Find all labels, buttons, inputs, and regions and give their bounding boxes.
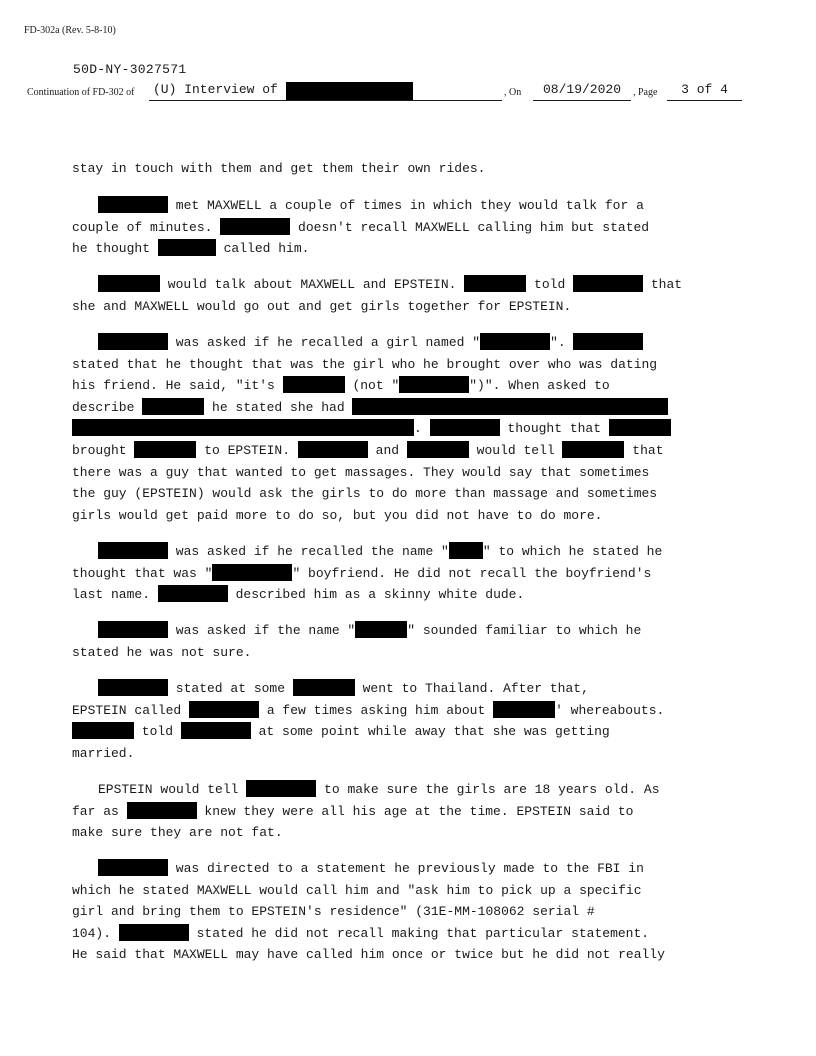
redaction-block [158,585,228,602]
text-line [72,901,752,923]
text-segment: would talk about MAXWELL and EPSTEIN. [160,277,465,292]
text-segment: was asked if he recalled the name " [168,544,449,559]
text-line [72,822,752,844]
text-segment: which he stated MAXWELL would call him and "ask him to pick up a specific [72,882,642,898]
date-field: 08/19/2020 [533,82,631,101]
text-segment: to EPSTEIN. [196,442,298,458]
paragraph-1 [72,158,752,180]
redaction-block [573,275,643,292]
text-line [72,923,752,945]
redaction-block [407,441,469,458]
text-line [72,880,752,902]
continuation-label: Continuation of FD-302 of [27,87,135,98]
text-line [72,274,752,296]
text-segment: was directed to a statement he previously made to the FBI in [168,861,644,876]
text-segment: that [643,277,683,292]
text-line [72,801,752,823]
redaction-block [220,218,290,235]
text-segment: far as [72,803,127,819]
paragraph-5 [72,541,752,606]
text-line [72,296,752,318]
text-line [72,620,752,642]
paragraph-4 [72,332,752,526]
text-line [72,743,752,765]
redaction-block [212,564,292,581]
text-segment: describe [72,399,143,415]
text-segment: at some point while away that she was getting [250,724,610,740]
text-line [72,858,752,880]
text-segment: couple of minutes. [72,219,221,235]
text-segment: ". [550,335,574,350]
text-segment: " sounded familiar to which he [407,623,642,638]
text-segment: to make sure the girls are 18 years old. As [316,782,660,797]
text-segment: girl and bring them to EPSTEIN's residence" (31E-MM-108062 serial # [72,904,595,920]
redaction-block [134,441,196,458]
text-segment: he stated she had [204,399,353,415]
interview-label: (U) Interview of [153,82,278,97]
text-segment: stay in touch with them and get them their own rides. [72,161,486,176]
text-segment: thought that [499,421,609,437]
text-segment: was asked if the name " [168,623,356,638]
text-segment: would tell [468,442,563,458]
text-segment: told [134,724,181,740]
redaction-block [562,441,624,458]
on-label: , On [504,87,522,98]
redaction-block [246,780,316,797]
text-segment: went to Thailand. After that, [354,681,589,696]
text-segment: described him as a skinny white dude. [227,587,525,603]
text-line [72,440,752,462]
text-segment: married. [72,745,135,761]
redaction-block [119,924,189,941]
redaction-block [189,701,259,718]
text-segment: a few times asking him about [259,702,494,718]
redaction-block [352,398,668,415]
redaction-block [283,376,345,393]
text-line [72,195,752,217]
text-line [72,678,752,700]
text-line [72,721,752,743]
redaction-block [293,679,355,696]
redaction-block [98,621,168,638]
text-segment: she and MAXWELL would go out and get girls together for EPSTEIN. [72,298,572,314]
text-line [72,158,752,180]
redaction-block [98,679,168,696]
redaction-block [181,722,251,739]
text-line [72,584,752,606]
redaction-block [72,419,414,436]
text-segment: EPSTEIN called [72,702,190,718]
text-segment: . [414,421,430,437]
case-number: 50D-NY-3027571 [73,62,187,77]
text-segment: met MAXWELL a couple of times in which they would talk for a [168,198,644,213]
redaction-block [98,333,168,350]
text-segment: stated he did not recall making that particular statement. [188,925,650,941]
page-label: , Page [633,87,658,98]
text-segment: ")". When asked to [469,378,610,394]
redaction-block [98,196,168,213]
text-line [72,944,752,966]
text-segment: He said that MAXWELL may have called him once or twice but he did not really [72,947,665,963]
text-segment: " to which he stated he [482,544,663,559]
text-line [72,418,752,440]
redaction-block [286,82,413,100]
text-line [72,541,752,563]
text-segment: EPSTEIN would tell [98,782,247,797]
paragraph-8 [72,779,752,844]
text-line [72,462,752,484]
text-segment: was asked if he recalled a girl named " [168,335,481,350]
paragraph-3 [72,274,752,317]
redaction-block [493,701,555,718]
redaction-block [72,722,134,739]
text-segment: doesn't recall MAXWELL calling him but stated [290,219,650,235]
text-line [72,332,752,354]
text-segment: girls would get paid more to do so, but you did not have to do more. [72,507,603,523]
paragraph-2 [72,195,752,260]
text-line [72,642,752,664]
redaction-block [480,333,550,350]
text-segment: and [367,442,407,458]
redaction-block [430,419,500,436]
paragraph-9 [72,858,752,966]
text-segment: " boyfriend. He did not recall the boyfriend's [292,565,652,581]
paragraph-7 [72,678,752,764]
text-line [72,397,752,419]
redaction-block [399,376,469,393]
text-segment: he thought [72,241,158,257]
text-segment: the guy (EPSTEIN) would ask the girls to do more than massage and sometimes [72,486,658,502]
redaction-block [464,275,526,292]
text-line [72,700,752,722]
text-line [72,217,752,239]
text-segment: thought that was " [72,565,213,581]
text-segment: called him. [215,241,310,257]
redaction-block [127,802,197,819]
redaction-block [98,859,168,876]
text-segment: brought [72,442,135,458]
text-segment: knew they were all his age at the time. EPSTEIN said to [196,803,634,819]
redaction-block [355,621,407,638]
text-line [72,563,752,585]
form-id: FD-302a (Rev. 5-8-10) [24,25,116,36]
text-segment: his friend. He said, "it's [72,378,283,394]
text-line [72,238,752,260]
text-segment: told [526,277,574,292]
text-segment: 104). [72,925,119,941]
redaction-block [158,239,216,256]
text-line [72,505,752,527]
page-number-field: 3 of 4 [667,82,742,101]
text-segment: (not " [344,378,400,394]
text-segment: last name. [72,587,158,603]
redaction-block [142,398,204,415]
text-segment: ' whereabouts. [555,702,665,718]
text-segment: there was a guy that wanted to get massages. They would say that sometimes [72,464,650,480]
redaction-block [609,419,671,436]
paragraph-6 [72,620,752,663]
text-line [72,354,752,376]
redaction-block [449,542,483,559]
redaction-block [573,333,643,350]
text-line [72,375,752,397]
text-segment: that [624,442,664,458]
redaction-block [98,542,168,559]
text-line [72,483,752,505]
text-line [72,779,752,801]
text-segment: stated he was not sure. [72,644,252,660]
redaction-block [98,275,160,292]
text-segment: stated at some [168,681,293,696]
text-segment: stated that he thought that was the girl who he brought over who was dating [72,356,658,372]
text-segment: make sure they are not fat. [72,825,283,841]
redaction-block [298,441,368,458]
